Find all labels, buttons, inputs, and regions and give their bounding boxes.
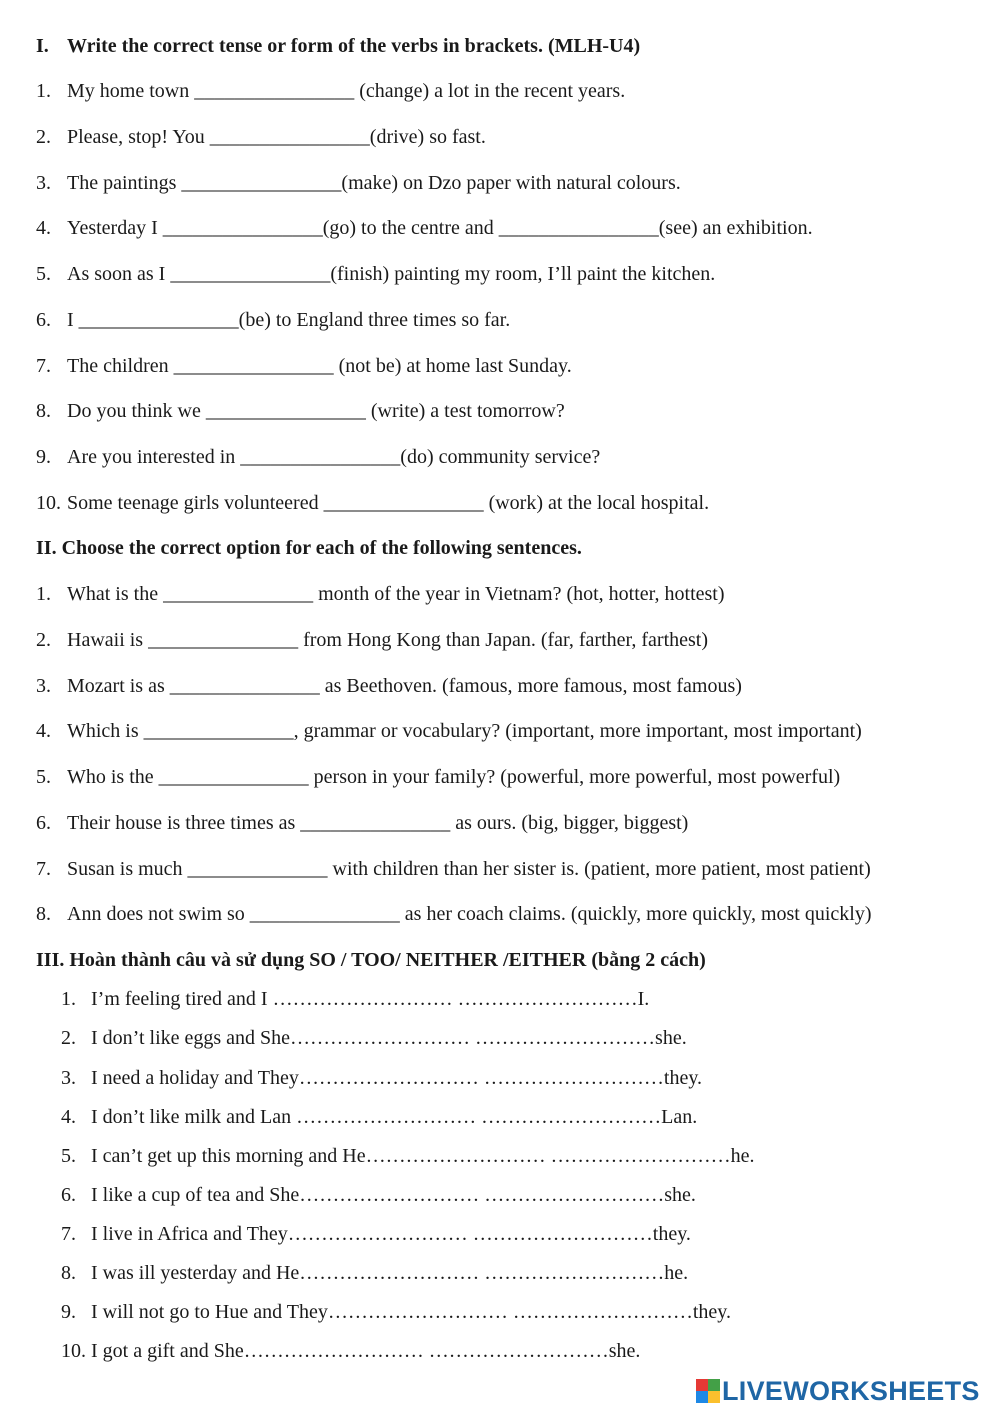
section-3-item xyxy=(61,1183,696,1207)
item-number: 1. xyxy=(36,80,51,102)
item-text: I like a cup of tea and She……………………… ………………………she. xyxy=(91,1184,696,1206)
section-2-item xyxy=(36,811,688,835)
section-2-item xyxy=(36,719,862,743)
item-text: I live in Africa and They……………………… ………………………they. xyxy=(91,1223,691,1245)
item-number: 7. xyxy=(36,355,51,377)
item-number: 1. xyxy=(61,988,76,1010)
item-number: 6. xyxy=(36,309,51,331)
item-number: 5. xyxy=(61,1145,76,1167)
item-number: 2. xyxy=(36,126,51,148)
section-2-item xyxy=(36,902,872,926)
section-1-item xyxy=(36,171,681,195)
item-text: Which is _______________, grammar or vocabulary? (important, more important, most important) xyxy=(67,720,862,742)
section-3-title: III. Hoàn thành câu và sử dụng SO / TOO/ NEITHER /EITHER (bằng 2 cách) xyxy=(36,949,706,971)
section-1-heading xyxy=(36,34,640,58)
section-3-item xyxy=(61,1300,731,1324)
section-1-item xyxy=(36,354,572,378)
section-1-number: I. xyxy=(36,35,49,57)
item-number: 9. xyxy=(61,1301,76,1323)
item-text: The children ________________ (not be) at home last Sunday. xyxy=(67,355,572,377)
item-number: 7. xyxy=(36,858,51,880)
item-number: 4. xyxy=(61,1106,76,1128)
item-number: 10. xyxy=(36,492,61,514)
section-2-title: II. Choose the correct option for each of the following sentences. xyxy=(36,537,582,559)
section-1-title: Write the correct tense or form of the verbs in brackets. (MLH-U4) xyxy=(67,35,641,57)
item-number: 9. xyxy=(36,446,51,468)
item-text: I will not go to Hue and They……………………… ………………………they. xyxy=(91,1301,731,1323)
logo-square xyxy=(708,1391,720,1403)
section-3-item xyxy=(61,1222,691,1246)
item-number: 8. xyxy=(36,903,51,925)
section-3-item xyxy=(61,1261,688,1285)
item-text: I can’t get up this morning and He……………………… ………………………he. xyxy=(91,1145,755,1167)
section-1-item xyxy=(36,399,565,423)
section-1-item xyxy=(36,79,625,103)
section-3-item xyxy=(61,987,649,1011)
item-text: Do you think we ________________ (write) a test tomorrow? xyxy=(67,400,565,422)
item-text: Please, stop! You ________________(drive) so fast. xyxy=(67,126,486,148)
section-1-item xyxy=(36,445,600,469)
section-2-item xyxy=(36,674,742,698)
liveworksheets-logo xyxy=(696,1376,980,1406)
section-2-item xyxy=(36,765,840,789)
item-number: 2. xyxy=(61,1027,76,1049)
item-text: I don’t like eggs and She……………………… ………………………she. xyxy=(91,1027,687,1049)
item-number: 4. xyxy=(36,720,51,742)
section-3-item xyxy=(61,1144,754,1168)
item-text: As soon as I ________________(finish) painting my room, I’ll paint the kitchen. xyxy=(67,263,716,285)
logo-square xyxy=(696,1379,708,1391)
item-number: 1. xyxy=(36,583,51,605)
item-number: 7. xyxy=(61,1223,76,1245)
item-text: Susan is much ______________ with children than her sister is. (patient, more patient, most patient) xyxy=(67,858,871,880)
item-text: My home town ________________ (change) a lot in the recent years. xyxy=(67,80,626,102)
logo-text: LIVEWORKSHEETS xyxy=(722,1375,980,1406)
item-text: Hawaii is _______________ from Hong Kong than Japan. (far, farther, farthest) xyxy=(67,629,709,651)
section-1-item xyxy=(36,262,715,286)
section-2-heading xyxy=(36,536,582,560)
section-2-item xyxy=(36,628,708,652)
item-number: 5. xyxy=(36,263,51,285)
item-number: 10. xyxy=(61,1340,86,1362)
item-number: 2. xyxy=(36,629,51,651)
item-text: The paintings ________________(make) on Dzo paper with natural colours. xyxy=(67,172,681,194)
item-text: I got a gift and She……………………… ………………………she. xyxy=(91,1340,641,1362)
item-text: I need a holiday and They……………………… ………………………they. xyxy=(91,1067,703,1089)
section-1-item xyxy=(36,216,813,240)
item-text: Their house is three times as _______________ as ours. (big, bigger, biggest) xyxy=(67,812,689,834)
item-text: I’m feeling tired and I ……………………… ………………………I. xyxy=(91,988,650,1010)
item-number: 3. xyxy=(36,675,51,697)
liveworksheets-logo-icon xyxy=(696,1379,720,1403)
item-text: Mozart is as _______________ as Beethoven. (famous, more famous, most famous) xyxy=(67,675,742,697)
item-text: I don’t like milk and Lan ……………………… ………………………Lan. xyxy=(91,1106,698,1128)
section-1-item xyxy=(36,308,510,332)
section-3-item xyxy=(61,1105,697,1129)
item-number: 8. xyxy=(36,400,51,422)
section-1-item xyxy=(36,125,486,149)
item-number: 5. xyxy=(36,766,51,788)
item-number: 8. xyxy=(61,1262,76,1284)
item-text: I ________________(be) to England three times so far. xyxy=(67,309,511,331)
item-text: Some teenage girls volunteered ________________ (work) at the local hospital. xyxy=(67,492,710,514)
item-text: Who is the _______________ person in your family? (powerful, more powerful, most powerful) xyxy=(67,766,841,788)
section-2-item xyxy=(36,857,871,881)
item-number: 6. xyxy=(61,1184,76,1206)
logo-square xyxy=(696,1391,708,1403)
item-number: 3. xyxy=(61,1067,76,1089)
section-3-item xyxy=(61,1026,687,1050)
item-text: Are you interested in ________________(do) community service? xyxy=(67,446,601,468)
item-number: 4. xyxy=(36,217,51,239)
item-text: Yesterday I ________________(go) to the centre and ________________(see) an exhibition. xyxy=(67,217,813,239)
item-text: What is the _______________ month of the year in Vietnam? (hot, hotter, hottest) xyxy=(67,583,725,605)
section-3-item xyxy=(61,1066,702,1090)
section-1-item xyxy=(36,491,709,515)
item-text: I was ill yesterday and He……………………… ………………………he. xyxy=(91,1262,689,1284)
item-number: 6. xyxy=(36,812,51,834)
logo-square xyxy=(708,1379,720,1391)
item-text: Ann does not swim so _______________ as her coach claims. (quickly, more quickly, most quickly) xyxy=(67,903,872,925)
section-3-heading xyxy=(36,948,706,972)
section-2-item xyxy=(36,582,725,606)
item-number: 3. xyxy=(36,172,51,194)
section-3-item xyxy=(61,1339,640,1363)
